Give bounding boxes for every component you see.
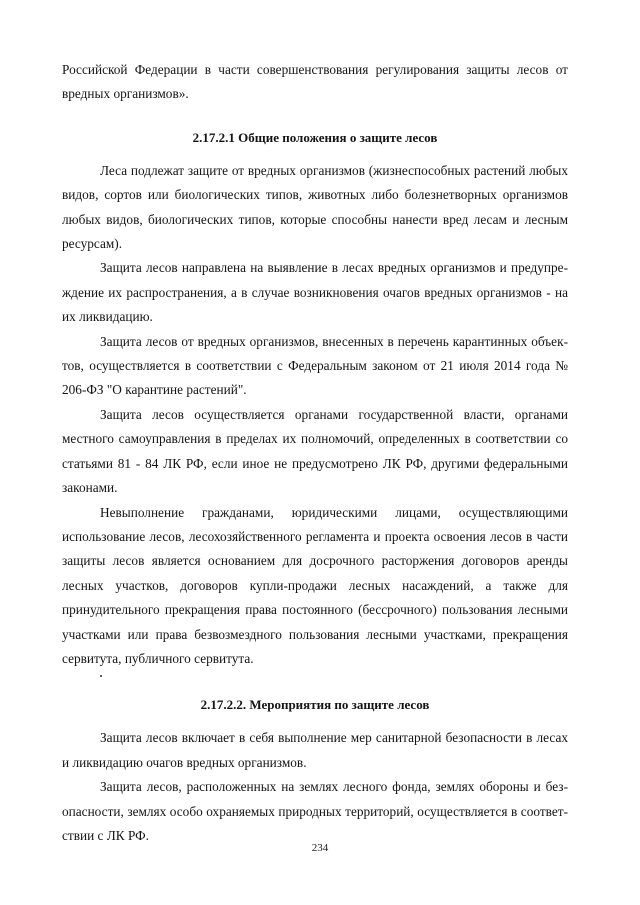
paragraph-sanitary-measures: Защита лесов включает в себя выполнение мер санитарной безопасности в лесах и ликвидацию очагов вредных организмов. [62,730,568,770]
paragraph-land-categories: Защита лесов, расположенных на землях лесного фонда, землях обороны и безопасности, землях особо охраняемых природных территорий, осуществляется в соответствии с ЛК РФ. [62,779,568,843]
section-heading-general-provisions: 2.17.2.1 Общие положения о защите лесов [192,129,438,145]
document-page [62,58,568,848]
paragraph-authorities: Защита лесов осуществляется органами государственной власти, органами местного самоуправления в пределах их полномочий, определенных в соответствии со статьями 81 - 84 ЛК РФ, если иное не предусмотрено ЛК РФ, другими федеральными законами. [62,406,568,496]
paragraph-quarantine: Защита лесов от вредных организмов, внесенных в перечень карантинных объектов, осуществляется в соответствии с Федеральным законом от 21 июля 2014 года № 206-ФЗ "О карантине растений". [62,333,568,398]
stray-dot [100,675,102,677]
section-heading-measures: 2.17.2.2. Мероприятия по защите лесов [200,697,430,713]
paragraph-protection-aim: Защита лесов направлена на выявление в лесах вредных организмов и предупреждение их распространения, а в случае возникновения очагов вредных организмов - на их ликвидацию. [62,260,568,325]
paragraph-pests-definition: Леса подлежат защите от вредных организмов (жизнеспособных растений любых видов, сортов или биологических типов, животных либо болезнетворных организмов любых видов, биологических типов, которые способны нанести вред лесам и лесным ресурсам). [62,162,568,252]
stray-mark [62,671,568,691]
intro-paragraph: Российской Федерации в части совершенствования регулирования защиты лесов от вредных организмов». [62,62,568,102]
page-number: 234 [311,842,329,854]
paragraph-non-compliance: Невыполнение гражданами, юридическими лицами, осуществляющими использование лесов, лесохозяйственного регламента и проекта освоения лесов в части защиты лесов является основанием для досрочного расторжения договоров аренды лесных участков, договоров купли-продажи лесных насаждений, а также для принудительного прекращения права постоянного (бессрочного) пользования лесными участками или права безвозмездного пользования лесными участками, прекращения сервитута, публичного сервитута. [62,504,568,666]
